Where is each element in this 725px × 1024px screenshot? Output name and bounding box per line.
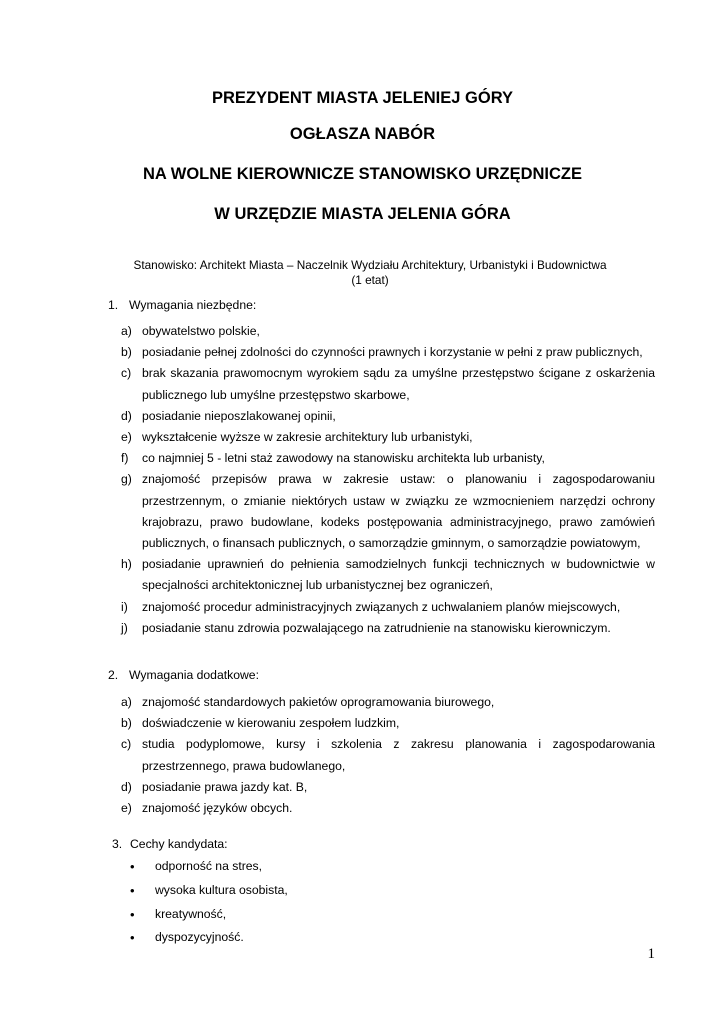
list-item-text: krajobrazu, prawo budowlane, kodeks postępowania administracyjnego, prawo zamówień bbox=[142, 514, 655, 529]
position-line1: Stanowisko: Architekt Miasta – Naczelnik Wydziału Architektury, Urbanistyki i Budownictwa bbox=[133, 258, 607, 272]
list-item-letter: e) bbox=[121, 801, 132, 815]
bullet-item: wysoka kultura osobista, bbox=[155, 882, 288, 897]
bullet-icon: • bbox=[130, 859, 135, 874]
list-item-letter: a) bbox=[121, 695, 132, 709]
list-item-text: przestrzennym, o zmianie niektórych ustaw w związku ze wzmocnieniem narzędzi ochrony bbox=[142, 493, 655, 508]
list-item-letter: c) bbox=[121, 366, 132, 381]
list-item-text: specjalności architektonicznej lub urbanistycznej bez ograniczeń, bbox=[142, 578, 493, 593]
list-item-letter: h) bbox=[121, 557, 132, 572]
header-title-line2: OGŁASZA NABÓR bbox=[289, 125, 436, 143]
list-item-letter: g) bbox=[121, 472, 132, 487]
bullet-item: dyspozycyjność. bbox=[155, 930, 244, 945]
bullet-icon: • bbox=[130, 882, 135, 898]
list-item-letter: i) bbox=[121, 599, 128, 614]
list-item-letter: d) bbox=[121, 779, 132, 794]
list-item-text: posiadanie prawa jazdy kat. B, bbox=[142, 779, 308, 794]
list-item-letter: b) bbox=[121, 345, 132, 360]
list-item-letter: d) bbox=[121, 408, 132, 423]
list-item-text: posiadanie uprawnień do pełnienia samodzielnych funkcji technicznych w budownictwie w bbox=[142, 557, 655, 572]
section-title: Wymagania dodatkowe: bbox=[129, 668, 259, 682]
header-title-line4: W URZĘDZIE MIASTA JELENIA GÓRA bbox=[214, 205, 511, 223]
list-item-letter: a) bbox=[121, 324, 132, 338]
list-item-text: znajomość przepisów prawa w zakresie ustaw: o planowaniu i zagospodarowaniu bbox=[142, 472, 655, 487]
position-line2: (1 etat) bbox=[351, 272, 389, 287]
section-title: Cechy kandydata: bbox=[130, 837, 228, 851]
list-item-text: posiadanie nieposzlakowanej opinii, bbox=[142, 408, 336, 423]
list-item-text: przestrzennego, prawa budowlanego, bbox=[142, 758, 346, 773]
list-item-text: znajomość języków obcych. bbox=[142, 801, 293, 815]
list-item-text: znajomość standardowych pakietów oprogramowania biurowego, bbox=[142, 695, 495, 709]
header-title-line1: PREZYDENT MIASTA JELENIEJ GÓRY bbox=[211, 89, 513, 107]
position-description bbox=[60, 258, 680, 287]
list-item-text: co najmniej 5 - letni staż zawodowy na stanowisku architekta lub urbanisty, bbox=[142, 451, 545, 466]
bullet-item: kreatywność, bbox=[155, 906, 227, 921]
bullet-icon: • bbox=[130, 906, 135, 922]
header-title-line3: NA WOLNE KIEROWNICZE STANOWISKO URZĘDNICZE bbox=[142, 165, 583, 183]
list-item-text: publicznych, o finansach publicznych, o samorządzie gminnym, o samorządzie powiatowym, bbox=[142, 536, 641, 550]
list-item-text: obywatelstwo polskie, bbox=[142, 324, 260, 338]
list-item-text: publicznego lub umyślne przestępstwo skarbowe, bbox=[142, 387, 410, 402]
list-item-letter: j) bbox=[121, 620, 128, 635]
list-item-text: brak skazania prawomocnym wyrokiem sądu za umyślne przestępstwo ścigane z oskarżenia bbox=[142, 366, 655, 381]
list-item-text: posiadanie stanu zdrowia pozwalającego na zatrudnienie na stanowisku kierowniczym. bbox=[142, 620, 611, 635]
list-item-text: studia podyplomowe, kursy i szkolenia z zakresu planowania i zagospodarowania bbox=[142, 737, 655, 752]
section-number: 2. bbox=[108, 668, 119, 682]
list-item-text: znajomość procedur administracyjnych związanych z uchwalaniem planów miejscowych, bbox=[142, 599, 621, 614]
list-item-text: posiadanie pełnej zdolności do czynności prawnych i korzystanie w pełni z praw publicznych, bbox=[142, 345, 643, 360]
page-number: 1 bbox=[647, 946, 655, 962]
section-number: 1. bbox=[108, 298, 119, 312]
section-title: Wymagania niezbędne: bbox=[129, 298, 257, 312]
bullet-item: odporność na stres, bbox=[155, 859, 263, 873]
section-number: 3. bbox=[112, 837, 123, 851]
bullet-icon: • bbox=[130, 930, 135, 946]
list-item-letter: f) bbox=[121, 451, 129, 466]
list-item-letter: e) bbox=[121, 430, 132, 444]
list-item-letter: c) bbox=[121, 737, 132, 752]
list-item-letter: b) bbox=[121, 716, 132, 731]
list-item-text: doświadczenie w kierowaniu zespołem ludzkim, bbox=[142, 716, 400, 731]
list-item-text: wykształcenie wyższe w zakresie architektury lub urbanistyki, bbox=[142, 430, 473, 444]
